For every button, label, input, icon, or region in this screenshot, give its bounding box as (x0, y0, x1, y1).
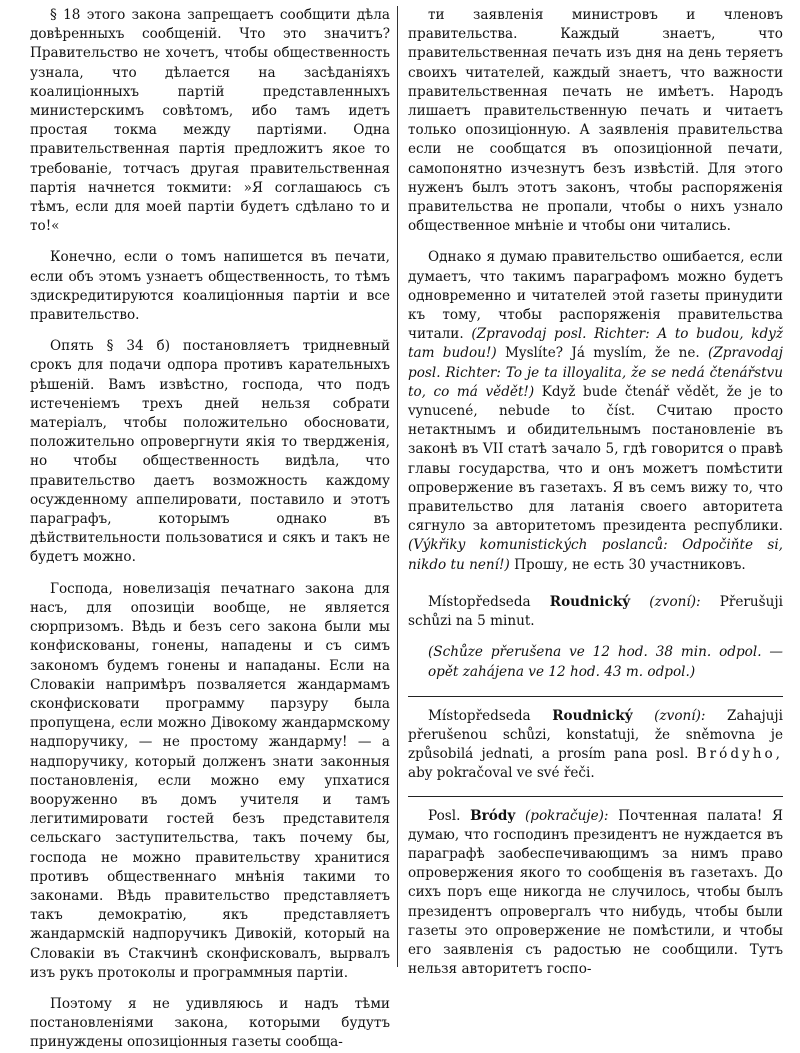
speaker-name: Bródy (470, 807, 516, 824)
chair-text: aby pokračoval ve své řeči. (408, 765, 595, 782)
right-column (398, 6, 787, 978)
speaker-name-spaced: Bródyho, (696, 746, 783, 763)
separator (408, 696, 783, 697)
stage-direction: (pokračuje): (524, 807, 609, 824)
separator (408, 796, 783, 797)
paragraph: Поэтому я не удивляюсь и надъ тѣми постановленіями закона, которыми будутъ принуждены опозиціонныя газеты сообща- (30, 995, 390, 1051)
speech-text: Myslíte? Já myslím, že ne. (504, 345, 700, 362)
chair-text: Přerušuji schůzi na 5 minut. (408, 593, 783, 630)
speech-text: Однако я думаю правительство ошибается, если думаетъ, что такимъ параграфомъ можно будетъ одновременно и читателей этой газеты принудити къ тому, чтобы распоряженія правительства читали. (408, 249, 783, 343)
paragraph: Опять § 34 б) постановляетъ тридневный срокъ для подачи одпора противъ карательныхъ рѣшеній. Вамъ извѣстно, господа, что подъ истеченіемъ трехъ дней нельзя собрати матеріалъ, чтобы положительно обосновати, положительно опровергнути якія то твердженія, но чтобы общественность видѣла, что правительство даетъ возможность каждому осужденному аппелировати, поставило и этотъ параграфъ, которымъ однако въ дѣйствительности пользоватися и сякъ и такъ не будетъ можно. (30, 338, 390, 566)
stage-direction: (zvoní): (654, 707, 706, 724)
speaker-role: Posl. (428, 807, 461, 824)
paragraph: § 18 этого закона запрещаетъ сообщити дѣла довѣренныхъ сообщеній. Что это значитъ? Правительство не хочетъ, чтобы общественность узнала, что дѣлается на засѣданіяхъ коалиціонныхъ партій представленныхъ министерскимъ совѣтомъ, ибо тамъ идетъ простая токма между партіями. Одна правительственная партія предложитъ якое то требованіе, тотчасъ другая правительственная партія начнется токмити: »Я соглашаюсь съ тѣмъ, если для моей партіи будетъ сдѣлано то и то!« (30, 7, 390, 235)
chair-announcement (408, 707, 783, 784)
left-column (8, 6, 397, 1051)
chair-announcement (408, 593, 783, 631)
speech-text: Když bude čtenář vědět, že je to vynucené, nebude to číst. Считаю просто нетактнымъ и обидительнымъ постановленіе въ законѣ въ VII статѣ зачало 5, гдѣ говорится о правѣ главы государства, что и онъ можетъ помѣстити опровержение въ газетахъ. Я въ семъ вижу то, что правительство для латанія своего авторитета сягнуло за авторитетомъ президента республики. (408, 383, 783, 535)
stage-direction: (zvoní): (649, 593, 701, 610)
paragraph: Конечно, если о томъ напишется въ печати, если объ этомъ узнаетъ общественность, то тѣмъ здискредитируются коалиціонныя партіи и все правительство. (30, 249, 390, 324)
speaker-name: Roudnický (552, 707, 633, 724)
interjection: (Výkřiky komunistických poslanců: Odpočiňte si, nikdo tu není!) (408, 537, 783, 573)
two-column-layout (8, 6, 794, 1051)
chair-text: Zahajuji přerušenou schůzi, konstatuji, že sněmovna je způsobilá jednati, a prosím pana posl. (408, 707, 783, 763)
speech-text: Почтенная палата! Я думаю, что господинъ президентъ не нуждается въ параграфѣ заобеспечивающимъ за нимъ право опровержения якого то сообщенія въ газетахъ. До сихъ поръ еще никогда не случилось, чтобы былъ президентъ опровергалъ что нибудь, чтобы были газеты это опровержение не помѣстили, и чтобы его заявленія съ радостью не сообщили. Тутъ нельзя авторитетъ госпо- (408, 807, 783, 978)
interjection: (Zpravodaj posl. Richter: A to budou, když tam budou!) (408, 326, 783, 362)
paragraph: Господа, новелизація печатнаго закона для насъ, для опозиціи вообще, не является сюрпризомъ. Вѣдь и безъ сего закона были мы конфискованы, гонены, нападены и съ симъ закономъ будемъ гонены и нападаны. Если на Словакіи напримѣръ позваляется жандармамъ сконфисковати программу парзуру была пропущена, если можно Дівокому жандармскому надпоручику, — не простому жандарму! — а надпоручику, который долженъ знати законныя постановленія, если можно ему упхатися вооруженно въ домъ учителя и тамъ легитимировати гостей безъ представителя сельскаго заступительства, такъ почему бы, господа не можно правительству хранитися противъ общественнаго мнѣнія такими то законами. Вѣдь правительство представляетъ такъ демократію, якъ представляетъ жандармскій надпоручикъ Дивокій, который на Словакіи въ Стакчинѣ сконфисковалъ, вырвалъ изъ рукъ протоколы и программныя партіи. (30, 580, 390, 981)
sitting-note: (Schůze přerušena ve 12 hod. 38 min. odpol. — opět zahájena ve 12 hod. 43 m. odpol.) (428, 644, 783, 680)
speaker-role: Místopředseda (428, 707, 531, 724)
speaker-role: Místopředseda (428, 593, 531, 610)
paragraph: ти заявленія министровъ и членовъ правительства. Каждый знаетъ, что правительственная печать изъ дня на день теряетъ своихъ читателей, каждый знаетъ, что важности правительственная печать не имѣетъ. Народъ лишаетъ правительственную печать и читаетъ только опозиціонную. А заявленія правительства если не сообщатся въ опозиціонной печати, самопонятно изчезнутъ безъ извѣстій. Для этого нуженъ былъ этотъ законъ, чтобы распоряженія правительства не пропали, чтобы о нихъ узнало общественное мнѣніе и чтобы они читались. (408, 7, 783, 235)
speaker-name: Roudnický (549, 593, 631, 610)
paragraph-with-interjections (408, 248, 783, 574)
interjection: (Zpravodaj posl. Richter: To je ta illoyalita, že se nedá čtenářstvu to, co má vědět!) (408, 345, 783, 400)
speech-paragraph (408, 807, 783, 980)
speech-text: Прошу, не есть 30 участниковъ. (514, 556, 746, 573)
